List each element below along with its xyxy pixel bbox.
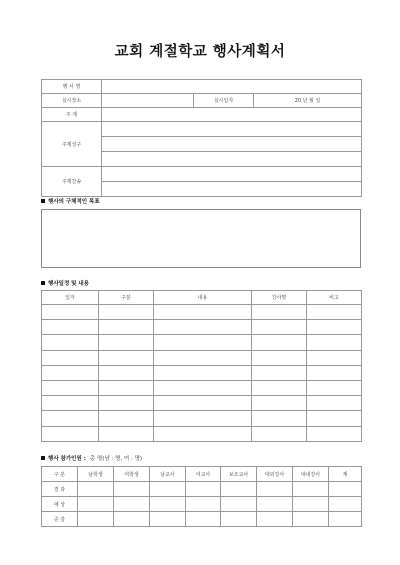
participants-column-header: 계 xyxy=(329,467,362,482)
goal-textarea[interactable] xyxy=(41,209,361,268)
participants-row xyxy=(42,497,362,512)
goal-heading: 행사의 구체적인 목표 xyxy=(41,197,100,205)
schedule-cell[interactable] xyxy=(252,365,307,380)
participants-cell[interactable] xyxy=(221,482,257,497)
schedule-cell[interactable] xyxy=(154,365,252,380)
participants-cell[interactable] xyxy=(150,482,186,497)
participants-count-text: 총 명(남 : 명, 여 : 명) xyxy=(89,456,143,462)
participants-row xyxy=(42,482,362,497)
participants-cell[interactable] xyxy=(293,497,329,512)
participants-cell[interactable] xyxy=(221,497,257,512)
schedule-row xyxy=(42,380,362,395)
venue-label: 실시장소 xyxy=(42,94,102,108)
square-bullet-icon xyxy=(41,456,45,460)
schedule-cell[interactable] xyxy=(99,320,154,335)
participants-cell[interactable] xyxy=(114,512,150,527)
schedule-row xyxy=(42,426,362,441)
schedule-cell[interactable] xyxy=(42,426,99,441)
theme-song-field[interactable] xyxy=(102,167,362,182)
participants-row-label: 결 과 xyxy=(42,482,78,497)
schedule-cell[interactable] xyxy=(99,411,154,426)
participants-cell[interactable] xyxy=(186,482,221,497)
schedule-cell[interactable] xyxy=(42,335,99,350)
schedule-cell[interactable] xyxy=(307,305,362,320)
schedule-cell[interactable] xyxy=(42,350,99,365)
theme-verse-field[interactable] xyxy=(102,152,362,167)
participants-row-label: 증 감 xyxy=(42,512,78,527)
schedule-cell[interactable] xyxy=(99,396,154,411)
participants-column-header: 남교사 xyxy=(150,467,186,482)
participants-column-header: 구 분 xyxy=(42,467,78,482)
schedule-row xyxy=(42,305,362,320)
participants-cell[interactable] xyxy=(293,482,329,497)
schedule-cell[interactable] xyxy=(252,396,307,411)
schedule-column-header: 구분 xyxy=(99,291,154,305)
schedule-cell[interactable] xyxy=(154,320,252,335)
participants-column-header: 여교사 xyxy=(186,467,221,482)
date-field[interactable]: 20 년 월 일 xyxy=(254,94,362,108)
schedule-cell[interactable] xyxy=(307,335,362,350)
schedule-column-header: 비고 xyxy=(307,291,362,305)
participants-cell[interactable] xyxy=(114,482,150,497)
participants-cell[interactable] xyxy=(186,497,221,512)
schedule-cell[interactable] xyxy=(42,365,99,380)
participants-column-header: 대내강사 xyxy=(293,467,329,482)
schedule-cell[interactable] xyxy=(154,380,252,395)
schedule-cell[interactable] xyxy=(252,350,307,365)
schedule-row xyxy=(42,320,362,335)
schedule-cell[interactable] xyxy=(42,396,99,411)
schedule-row xyxy=(42,396,362,411)
participants-cell[interactable] xyxy=(150,512,186,527)
schedule-row xyxy=(42,365,362,380)
document-title: 교회 계절학교 행사계획서 xyxy=(114,44,286,60)
theme-song-field[interactable] xyxy=(102,182,362,197)
participants-column-header: 남학생 xyxy=(78,467,114,482)
schedule-column-header: 내용 xyxy=(154,291,252,305)
schedule-cell[interactable] xyxy=(307,365,362,380)
participants-cell[interactable] xyxy=(329,512,362,527)
theme-verse-field[interactable] xyxy=(102,137,362,152)
schedule-column-header: 강사명 xyxy=(252,291,307,305)
theme-label: 주 제 xyxy=(42,108,102,122)
participants-cell[interactable] xyxy=(78,482,114,497)
schedule-cell[interactable] xyxy=(307,320,362,335)
square-bullet-icon xyxy=(41,199,45,203)
schedule-cell[interactable] xyxy=(252,320,307,335)
participants-cell[interactable] xyxy=(78,497,114,512)
schedule-column-header: 일자 xyxy=(42,291,99,305)
participants-cell[interactable] xyxy=(329,482,362,497)
schedule-cell[interactable] xyxy=(307,380,362,395)
schedule-cell[interactable] xyxy=(42,411,99,426)
participants-cell[interactable] xyxy=(257,497,293,512)
date-label: 실시일자 xyxy=(194,94,254,108)
schedule-cell[interactable] xyxy=(154,396,252,411)
participants-cell[interactable] xyxy=(293,512,329,527)
schedule-cell[interactable] xyxy=(42,305,99,320)
schedule-cell[interactable] xyxy=(307,396,362,411)
schedule-cell[interactable] xyxy=(307,411,362,426)
venue-field[interactable] xyxy=(102,94,194,108)
participants-cell[interactable] xyxy=(78,512,114,527)
schedule-cell[interactable] xyxy=(252,380,307,395)
participants-cell[interactable] xyxy=(114,497,150,512)
schedule-table xyxy=(41,290,362,442)
schedule-heading: 행사일정 및 내용 xyxy=(41,279,89,287)
participants-column-header: 대외강사 xyxy=(257,467,293,482)
participants-cell[interactable] xyxy=(257,482,293,497)
schedule-cell[interactable] xyxy=(252,305,307,320)
participants-heading: 행사 참가인원 : 총 명(남 : 명, 여 : 명) xyxy=(41,454,142,462)
participants-cell[interactable] xyxy=(221,512,257,527)
event-info-table xyxy=(41,79,362,197)
participants-column-header: 보조교사 xyxy=(221,467,257,482)
participants-cell[interactable] xyxy=(150,497,186,512)
schedule-cell[interactable] xyxy=(99,305,154,320)
participants-column-header: 여학생 xyxy=(114,467,150,482)
schedule-cell[interactable] xyxy=(154,426,252,441)
schedule-cell[interactable] xyxy=(154,335,252,350)
schedule-cell[interactable] xyxy=(99,380,154,395)
theme-verse-field[interactable] xyxy=(102,122,362,137)
schedule-cell[interactable] xyxy=(252,411,307,426)
schedule-cell[interactable] xyxy=(307,426,362,441)
event-name-field[interactable] xyxy=(102,80,362,94)
participants-row xyxy=(42,512,362,527)
schedule-cell[interactable] xyxy=(252,426,307,441)
participants-row-label: 예 상 xyxy=(42,497,78,512)
schedule-cell[interactable] xyxy=(99,335,154,350)
participants-cell[interactable] xyxy=(186,512,221,527)
schedule-cell[interactable] xyxy=(154,305,252,320)
schedule-row xyxy=(42,350,362,365)
schedule-cell[interactable] xyxy=(99,365,154,380)
theme-song-label: 주제찬송 xyxy=(42,167,102,197)
participants-table xyxy=(41,466,362,527)
schedule-row xyxy=(42,335,362,350)
square-bullet-icon xyxy=(41,281,45,285)
schedule-cell[interactable] xyxy=(154,411,252,426)
theme-field[interactable] xyxy=(102,108,362,122)
schedule-cell[interactable] xyxy=(42,380,99,395)
schedule-cell[interactable] xyxy=(307,350,362,365)
schedule-cell[interactable] xyxy=(252,335,307,350)
schedule-cell[interactable] xyxy=(42,320,99,335)
schedule-row xyxy=(42,411,362,426)
event-name-label: 행 사 명 xyxy=(42,80,102,94)
theme-verse-label: 주제성구 xyxy=(42,122,102,167)
participants-cell[interactable] xyxy=(329,497,362,512)
schedule-cell[interactable] xyxy=(99,350,154,365)
schedule-cell[interactable] xyxy=(99,426,154,441)
participants-cell[interactable] xyxy=(257,512,293,527)
schedule-cell[interactable] xyxy=(154,350,252,365)
